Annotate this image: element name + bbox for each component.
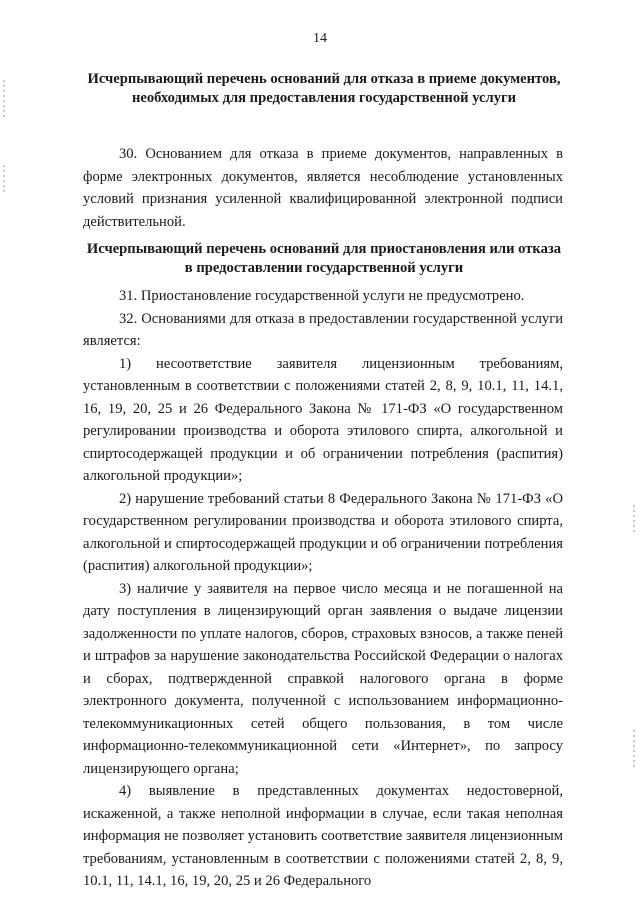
section-heading-service-refusal: Исчерпывающий перечень оснований для приостановления или отказа в предоставлении государственной услуги — [86, 241, 562, 276]
list-item-4: 4) выявление в представленных документах недостоверной, искаженной, а также неполной информации в случае, если такая неполная информация не позволяет установить соответствие заявителя лицензионным требованиям, установленным в соответствии с положениями статей 2, 8, 9, 10.1, 11, 14.1, 16, 19, 20, 25 и 26 Федерального — [83, 783, 563, 889]
section-body-document-refusal — [83, 143, 563, 233]
section-heading-document-refusal: Исчерпывающий перечень оснований для отказа в приеме документов, необходимых для предоставления государственной услуги — [87, 71, 561, 106]
page-number: 14 — [313, 31, 327, 46]
scan-edge-mark-left — [3, 165, 5, 195]
list-item-3: 3) наличие у заявителя на первое число месяца и не погашенной на дату поступления в лицензирующий орган заявления о выдаче лицензии задолженности по уплате налогов, сборов, страховых взносов, а также пеней и штрафов за нарушение законодательства Российской Федерации о налогах и сборах, подтвержденной справкой налогового органа в форме электронного документа, полученной с использованием информационно-телекоммуникационных сетей общего пользования, в том числе информационно-телекоммуникационной сети «Интернет», по запросу лицензирующего органа; — [83, 580, 563, 777]
section-body-service-refusal — [83, 285, 563, 893]
paragraph-30: 30. Основанием для отказа в приеме документов, направленных в форме электронных документов, является несоблюдение установленных условий признания усиленной квалифицированной электронной подписи действительной. — [83, 146, 563, 230]
scan-edge-mark-right — [633, 505, 635, 535]
paragraph-32: 32. Основаниями для отказа в предоставлении государственной услуги является: — [83, 310, 563, 349]
list-item-1: 1) несоответствие заявителя лицензионным требованиям, установленным в соответствии с положениями статей 2, 8, 9, 10.1, 11, 14.1, 16, 19, 20, 25 и 26 Федерального Закона № 171-ФЗ «О государственном регулировании производства и оборота этилового спирта, алкогольной и спиртосодержащей продукции и об ограничении потребления (распития) алкогольной продукции»; — [83, 355, 563, 484]
scan-edge-mark-right — [633, 730, 635, 770]
scan-edge-mark-left — [3, 80, 5, 120]
paragraph-31: 31. Приостановление государственной услуги не предусмотрено. — [119, 288, 525, 304]
list-item-2: 2) нарушение требований статьи 8 Федерального Закона № 171-ФЗ «О государственном регулировании производства и оборота этилового спирта, алкогольной и спиртосодержащей продукции и об ограничении потребления (распития) алкогольной продукции»; — [83, 490, 563, 574]
